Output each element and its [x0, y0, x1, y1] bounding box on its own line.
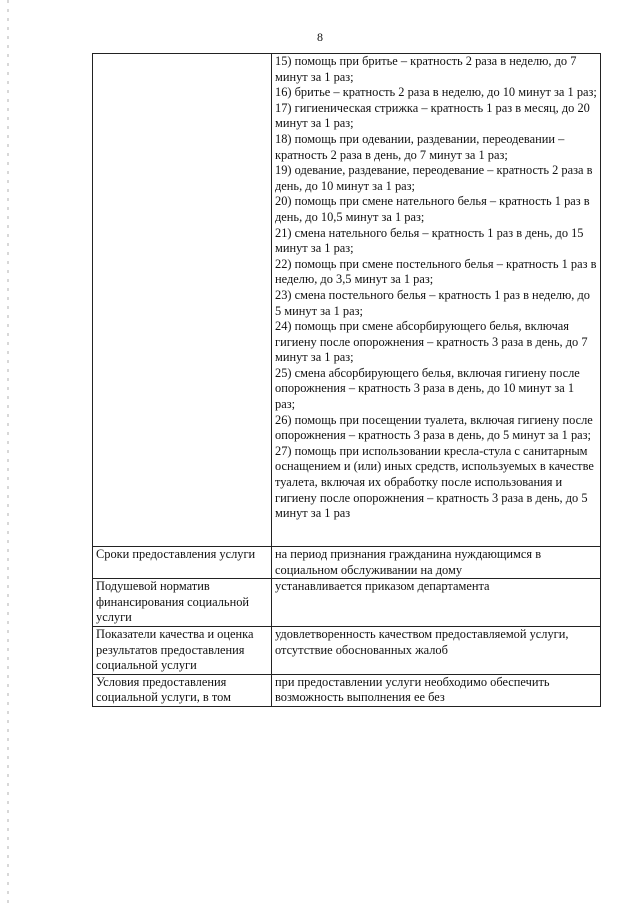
scan-edge-artifact [7, 0, 9, 905]
row-value: при предоставлении услуги необходимо обеспечить возможность выполнения ее без [272, 674, 601, 706]
page-number: 8 [317, 30, 323, 44]
row-label: Показатели качества и оценка результатов предоставления социальной услуги [93, 626, 272, 674]
row-label: Условия предоставления социальной услуги, в том [93, 674, 272, 706]
items-cell [272, 54, 601, 547]
table-row [93, 674, 601, 706]
row-label: Подушевой норматив финансирования социальной услуги [93, 579, 272, 627]
table-row [93, 54, 601, 547]
row-label: Сроки предоставления услуги [93, 547, 272, 579]
service-item: 27) помощь при использовании кресла-стула с санитарным оснащением и (или) иных средств, используемых в качестве туалета, включая их обработку после использования и гигиену после опорожнения – кратность 3 раза в день, до 5 минут за 1 раз [275, 443, 594, 521]
service-item: 15) помощь при бритье – кратность 2 раза в неделю, до 7 минут за 1 раз; [275, 54, 577, 84]
table-row [93, 547, 601, 579]
row-value: устанавливается приказом департамента [272, 579, 601, 627]
service-item: 26) помощь при посещении туалета, включая гигиену после опорожнения – кратность 3 раза в день, до 5 минут за 1 раз; [275, 412, 593, 443]
service-table [92, 53, 601, 707]
service-item: 21) смена нательного белья – кратность 1 раз в день, до 15 минут за 1 раз; [275, 225, 584, 256]
row-value: удовлетворенность качеством предоставляемой услуги, отсутствие обоснованных жалоб [272, 626, 601, 674]
service-item: 19) одевание, раздевание, переодевание – кратность 2 раза в день, до 10 минут за 1 раз; [275, 163, 593, 193]
service-item: 22) помощь при смене постельного белья – кратность 1 раз в неделю, до 3,5 минут за 1 раз; [275, 256, 597, 287]
service-item: 20) помощь при смене нательного белья – кратность 1 раз в день, до 10,5 минут за 1 раз; [275, 194, 590, 224]
service-item: 17) гигиеническая стрижка – кратность 1 раз в месяц, до 20 минут за 1 раз; [275, 100, 590, 131]
table-row [93, 579, 601, 627]
service-item: 24) помощь при смене абсорбирующего белья, включая гигиену после опорожнения – кратность 3 раза в день, до 7 минут за 1 раз; [275, 319, 588, 365]
table-row [93, 626, 601, 674]
row-value: на период признания гражданина нуждающимся в социальном обслуживании на дому [272, 547, 601, 579]
service-item: 18) помощь при одевании, раздевании, переодевании – кратность 2 раза в день, до 7 минут за 1 раз; [275, 131, 565, 162]
service-item: 25) смена абсорбирующего белья, включая гигиену после опорожнения – кратность 3 раза в день, до 10 минут за 1 раз; [275, 365, 580, 412]
service-item: 23) смена постельного белья – кратность 1 раз в неделю, до 5 минут за 1 раз; [275, 287, 590, 318]
table-cell-empty [93, 54, 272, 547]
service-item: 16) бритье – кратность 2 раза в неделю, до 10 минут за 1 раз; [275, 85, 597, 100]
service-items-list [275, 54, 597, 522]
